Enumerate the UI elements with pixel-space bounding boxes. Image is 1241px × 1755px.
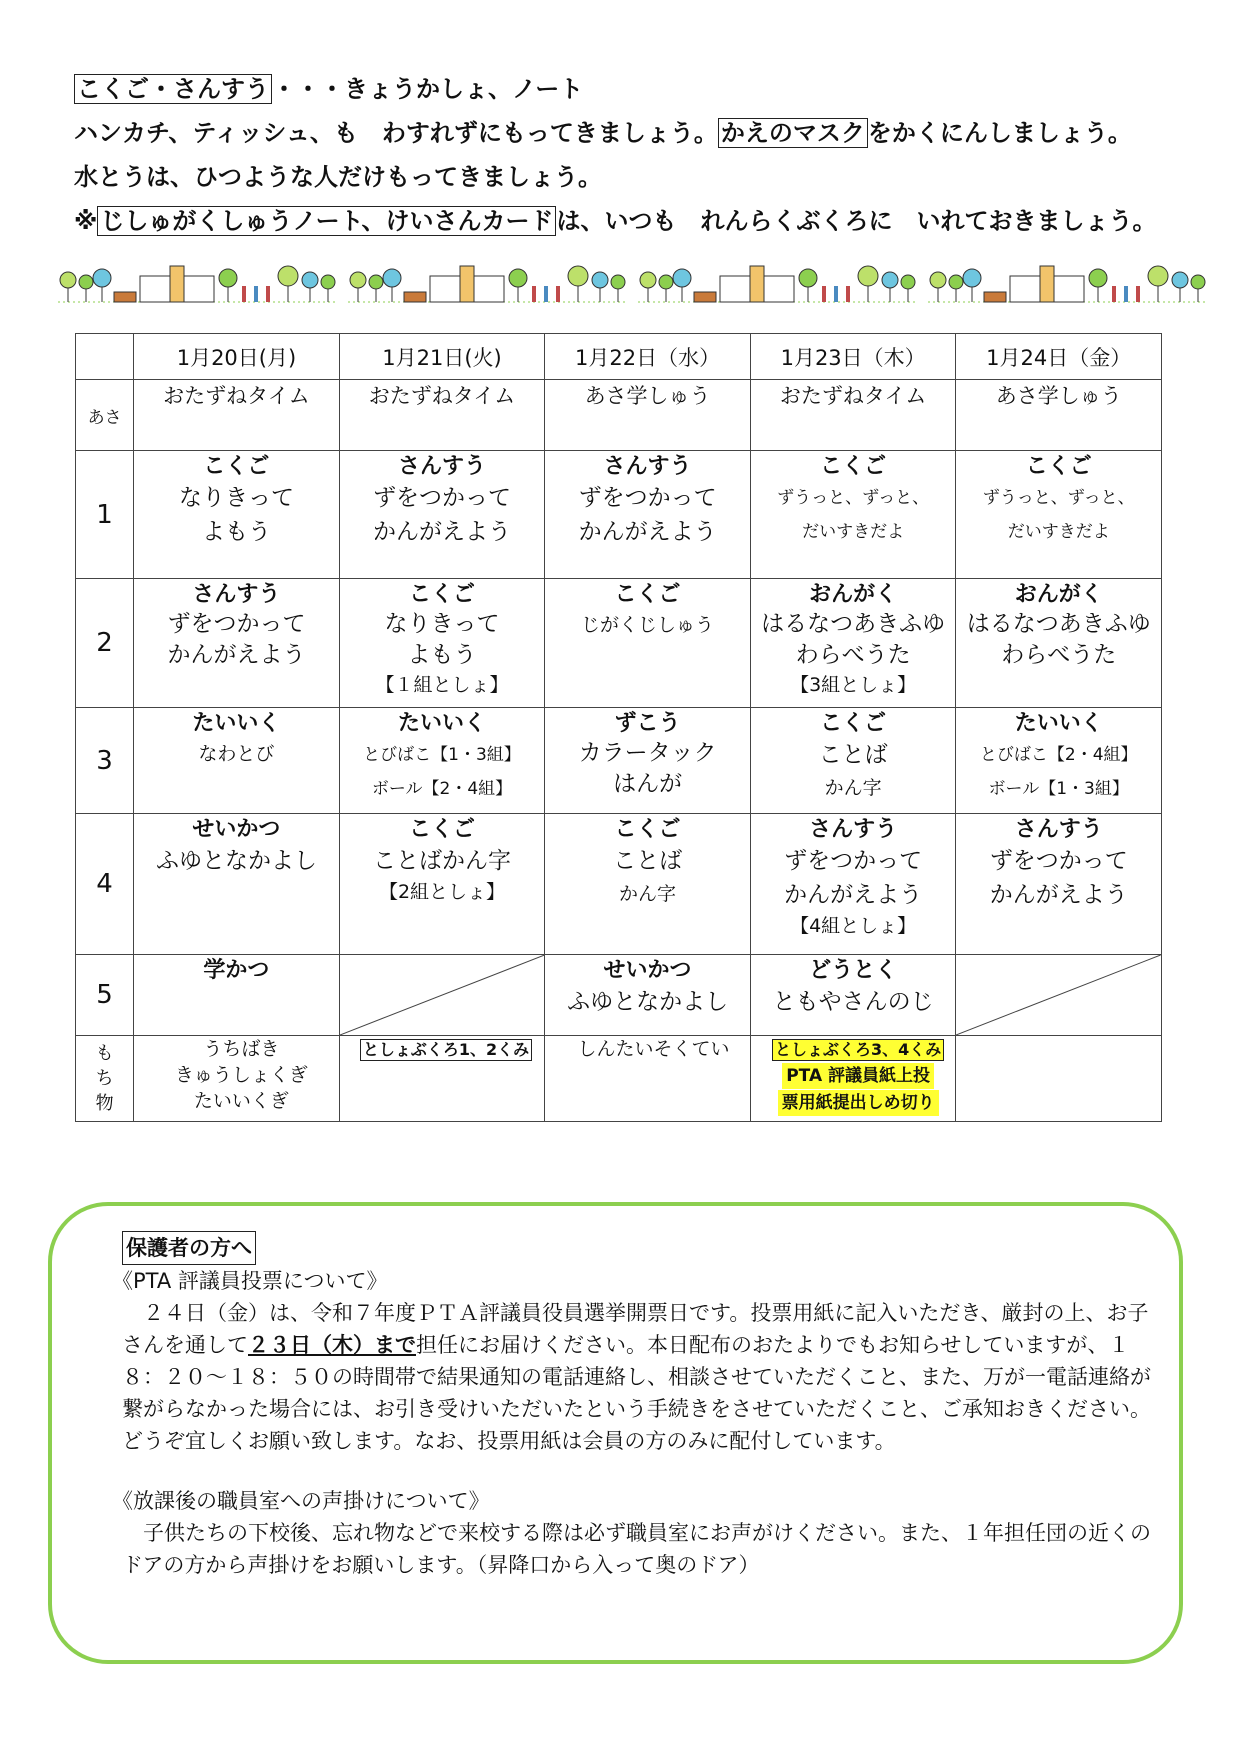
- lesson-text: ずをつかって: [373, 485, 511, 511]
- lesson-text: ふゆとなかよし: [155, 848, 317, 874]
- morning-cell: おたずねタイム: [339, 380, 545, 451]
- subject: たいいく: [192, 711, 281, 736]
- lesson-text: ずをつかって: [784, 848, 923, 874]
- library-note: 【2組としょ】: [378, 881, 506, 903]
- row-label: あさ: [76, 380, 134, 451]
- corner-cell: [76, 334, 134, 380]
- subject: せいかつ: [603, 958, 692, 983]
- intro-line-2: ハンカチ、ティッシュ、も わすれずにもってきましょう。 かえのマスク をかくにんしましょう。: [74, 119, 1132, 147]
- notice-content: [112, 1231, 1162, 1581]
- row-label: も ち 物: [76, 1036, 134, 1122]
- deadline-emphasis: ２３日（木）まで: [248, 1333, 416, 1357]
- period-row-3: [76, 708, 1162, 814]
- lesson-cell: [750, 451, 956, 579]
- empty-slot: [956, 955, 1162, 1036]
- lesson-cell: [750, 955, 956, 1036]
- lesson-cell: [545, 955, 751, 1036]
- lesson-text: じがくじしゅう: [581, 614, 715, 636]
- boxed-text: こくご・さんすう: [74, 74, 272, 104]
- lesson-cell: [339, 579, 545, 708]
- library-bag-tag: としょぶくろ1、2くみ: [360, 1039, 532, 1061]
- lesson-text: よもう: [407, 642, 477, 668]
- diagonal-line: [340, 955, 545, 1035]
- lesson-text: ボール【1・3組】: [988, 779, 1129, 799]
- lesson-text: ずをつかって: [989, 848, 1128, 874]
- decorative-border: [58, 258, 1208, 308]
- lesson-text: かんがえよう: [578, 519, 717, 545]
- header-row: [76, 334, 1162, 380]
- subject: さんすう: [1014, 817, 1103, 842]
- morning-cell: あさ学しゅう: [956, 380, 1162, 451]
- day-header: 1月22日（水）: [545, 334, 751, 380]
- belongings-row: [76, 1036, 1162, 1122]
- lesson-cell: [750, 579, 956, 708]
- lesson-text: はるなつあきふゆ: [966, 611, 1151, 637]
- subject: こくご: [614, 582, 681, 607]
- intro-line-3: 水とうは、ひつような人だけもってきましょう。: [74, 163, 602, 191]
- subject: たいいく: [397, 711, 486, 736]
- lesson-text: ずうっと、ずっと、: [982, 488, 1135, 508]
- subject: たいいく: [1014, 711, 1103, 736]
- subject: こくご: [203, 454, 270, 479]
- intro-line-1: こくご・さんすう ・・・きょうかしょ、ノート: [74, 74, 1194, 104]
- diagonal-line: [956, 955, 1161, 1035]
- day-header: 1月21日(火): [339, 334, 545, 380]
- morning-cell: おたずねタイム: [134, 380, 340, 451]
- belongings-cell: [339, 1036, 545, 1122]
- library-bag-tag: としょぶくろ3、4くみ: [772, 1039, 944, 1061]
- day-header: 1月24日（金）: [956, 334, 1162, 380]
- subject: さんすう: [603, 454, 692, 479]
- period-row-1: [76, 451, 1162, 579]
- lesson-text: かん字: [619, 883, 677, 905]
- library-note: 【１組としょ】: [375, 674, 509, 696]
- lesson-text: とびばこ【2・4組】: [979, 745, 1138, 765]
- lesson-cell: [750, 708, 956, 814]
- subject: おんがく: [1014, 582, 1103, 607]
- period-row-2: [76, 579, 1162, 708]
- subject: おんがく: [809, 582, 898, 607]
- lesson-text: ことば: [818, 742, 888, 768]
- intro-notes: [74, 74, 1194, 250]
- lesson-text: カラータック: [578, 740, 717, 766]
- lesson-cell: [339, 708, 545, 814]
- boxed-text: じしゅがくしゅうノート、けいさんカード: [97, 206, 556, 236]
- weekly-schedule-table: [75, 333, 1162, 1122]
- lesson-cell: [545, 708, 751, 814]
- subject: こくご: [408, 582, 475, 607]
- lesson-cell: [545, 579, 751, 708]
- subject: こくご: [820, 711, 887, 736]
- lesson-cell: [134, 814, 340, 955]
- subject: こくご: [614, 817, 681, 842]
- period-row-4: [76, 814, 1162, 955]
- period-number: 4: [76, 814, 134, 955]
- lesson-cell: [134, 708, 340, 814]
- lesson-text: ずをつかって: [167, 611, 306, 637]
- period-row-5: [76, 955, 1162, 1036]
- lesson-cell: [339, 451, 545, 579]
- lesson-text: ふゆとなかよし: [567, 989, 729, 1015]
- lesson-text: ボール【2・4組】: [371, 779, 513, 799]
- lesson-cell: [750, 814, 956, 955]
- lesson-text: かんがえよう: [989, 882, 1128, 908]
- belongings-cell: うちばき きゅうしょくぎ たいいくぎ: [134, 1036, 340, 1122]
- period-number: 1: [76, 451, 134, 579]
- notice-heading: 《放課後の職員室への声掛けについて》: [112, 1489, 490, 1513]
- subject: せいかつ: [192, 817, 281, 842]
- lesson-cell: [956, 451, 1162, 579]
- lesson-cell: [134, 451, 340, 579]
- lesson-text: かん字: [824, 777, 882, 799]
- morning-cell: おたずねタイム: [750, 380, 956, 451]
- morning-cell: あさ学しゅう: [545, 380, 751, 451]
- subject: さんすう: [809, 817, 898, 842]
- lesson-cell: [134, 579, 340, 708]
- lesson-text: はんが: [613, 771, 683, 797]
- lesson-cell: [545, 451, 751, 579]
- lesson-text: なりきって: [384, 611, 500, 637]
- lesson-text: かんがえよう: [373, 519, 511, 545]
- lesson-text: なわとび: [198, 743, 275, 765]
- lesson-text: ずうっと、ずっと、: [777, 488, 930, 508]
- lesson-text: だいすきだよ: [1007, 522, 1110, 542]
- lesson-text: なりきって: [178, 485, 294, 511]
- lesson-cell: [134, 955, 340, 1036]
- library-note: 【4組としょ】: [790, 915, 917, 937]
- lesson-cell: [956, 708, 1162, 814]
- lesson-text: とびばこ【1・3組】: [363, 745, 521, 765]
- subject: さんすう: [192, 582, 281, 607]
- parent-notice-box: [48, 1202, 1183, 1664]
- intro-line-4: ※ じしゅがくしゅうノート、けいさんカード は、いつも れんらくぶくろに いれておきましょう。: [74, 207, 1157, 235]
- library-note: 【3組としょ】: [790, 674, 917, 696]
- notice-title: 保護者の方へ: [122, 1231, 256, 1265]
- subject: 学かつ: [203, 958, 270, 983]
- lesson-cell: [545, 814, 751, 955]
- belongings-cell: [750, 1036, 956, 1122]
- lesson-text: ことばかん字: [373, 848, 511, 874]
- belongings-cell: しんたいそくてい: [545, 1036, 751, 1122]
- lesson-text: ことば: [613, 848, 683, 874]
- lesson-text: よもう: [201, 519, 271, 545]
- lesson-text: ずをつかって: [578, 485, 717, 511]
- lesson-text: かんがえよう: [167, 642, 306, 668]
- belongings-cell: [956, 1036, 1162, 1122]
- notice-paragraph: 子供たちの下校後、忘れ物などで来校する際は必ず職員室にお声がけください。また、１年担任団の近くのドアの方から声掛けをお願いします。（昇降口から入って奥のドア）: [122, 1521, 1151, 1577]
- subject: こくご: [408, 817, 475, 842]
- subject: こくご: [1025, 454, 1092, 479]
- lesson-text: わらべうた: [795, 642, 911, 668]
- lesson-text: わらべうた: [1001, 642, 1117, 668]
- period-number: 5: [76, 955, 134, 1036]
- lesson-cell: [339, 814, 545, 955]
- day-header: 1月23日（木）: [750, 334, 956, 380]
- notice-paragraph: ２４日（金）は、令和７年度ＰＴＡ評議員役員選挙開票日です。投票用紙に記入いただき、厳封の上、お子さんを通して２３日（木）まで担任にお届けください。本日配布のおたよりでもお知らせしていますが、１８：２０～１８：５０の時間帯で結果通知の電話連絡し、相談させていただくこと、また、万が一電話連絡が繋がらなかった場合には、お引き受けいただいたという手続きをさせていただくこと、ご承知おきください。どうぞ宜しくお願い致します。なお、投票用紙は会員の方のみに配付しています。: [122, 1301, 1151, 1453]
- subject: どうとく: [809, 958, 898, 983]
- day-header: 1月20日(月): [134, 334, 340, 380]
- lesson-text: ともやさんのじ: [772, 989, 934, 1015]
- period-number: 3: [76, 708, 134, 814]
- lesson-cell: [956, 579, 1162, 708]
- lesson-cell: [956, 814, 1162, 955]
- subject: ずこう: [614, 711, 681, 736]
- notice-heading: 《PTA 評議員投票について》: [112, 1269, 388, 1293]
- boxed-text: かえのマスク: [718, 118, 868, 148]
- morning-row: [76, 380, 1162, 451]
- subject: さんすう: [397, 454, 486, 479]
- pta-deadline: 票用紙提出しめ切り: [778, 1090, 939, 1116]
- subject: こくご: [820, 454, 887, 479]
- pta-deadline: PTA 評議員紙上投: [782, 1063, 934, 1089]
- lesson-text: はるなつあきふゆ: [761, 611, 946, 637]
- period-number: 2: [76, 579, 134, 708]
- lesson-text: かんがえよう: [784, 882, 923, 908]
- empty-slot: [339, 955, 545, 1036]
- lesson-text: だいすきだよ: [802, 522, 905, 542]
